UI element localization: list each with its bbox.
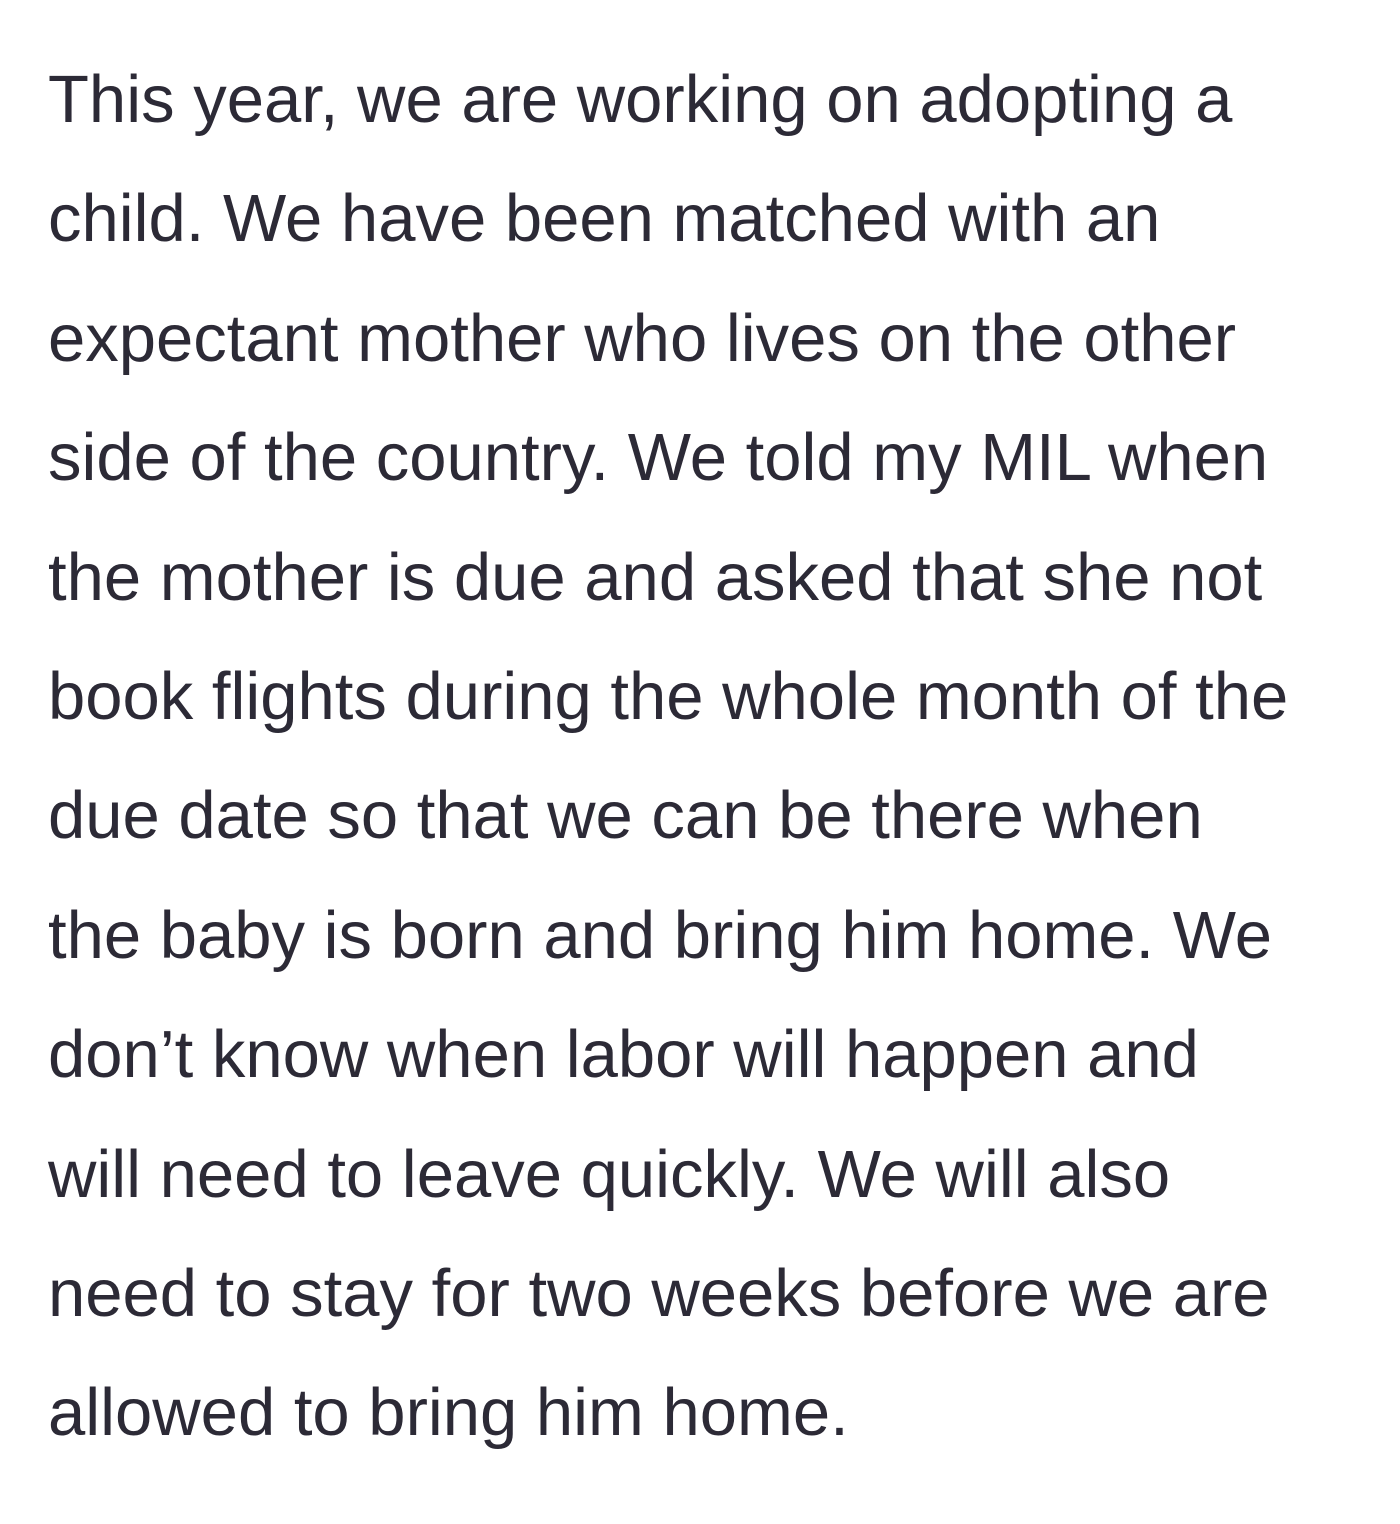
paragraph-line: the baby is born and bring him home. We bbox=[48, 897, 1273, 973]
paragraph-line: book flights during the whole month of the bbox=[48, 659, 1289, 735]
paragraph-line: allowed to bring him home. bbox=[48, 1375, 849, 1451]
paragraph-line: need to stay for two weeks before we are bbox=[48, 1256, 1270, 1332]
paragraph-line: This year, we are working on adopting a bbox=[48, 62, 1233, 137]
body-paragraph bbox=[48, 40, 1388, 1473]
paragraph-line: will need to leave quickly. We will also bbox=[48, 1136, 1171, 1212]
paragraph-line: expectant mother who lives on the other bbox=[48, 300, 1237, 376]
paragraph-line: due date so that we can be there when bbox=[48, 778, 1203, 854]
paragraph-line: don’t know when labor will happen and bbox=[48, 1017, 1199, 1093]
paragraph-line: child. We have been matched with an bbox=[48, 181, 1161, 257]
paragraph-line: the mother is due and asked that she not bbox=[48, 539, 1263, 615]
paragraph-line: side of the country. We told my MIL when bbox=[48, 420, 1269, 496]
